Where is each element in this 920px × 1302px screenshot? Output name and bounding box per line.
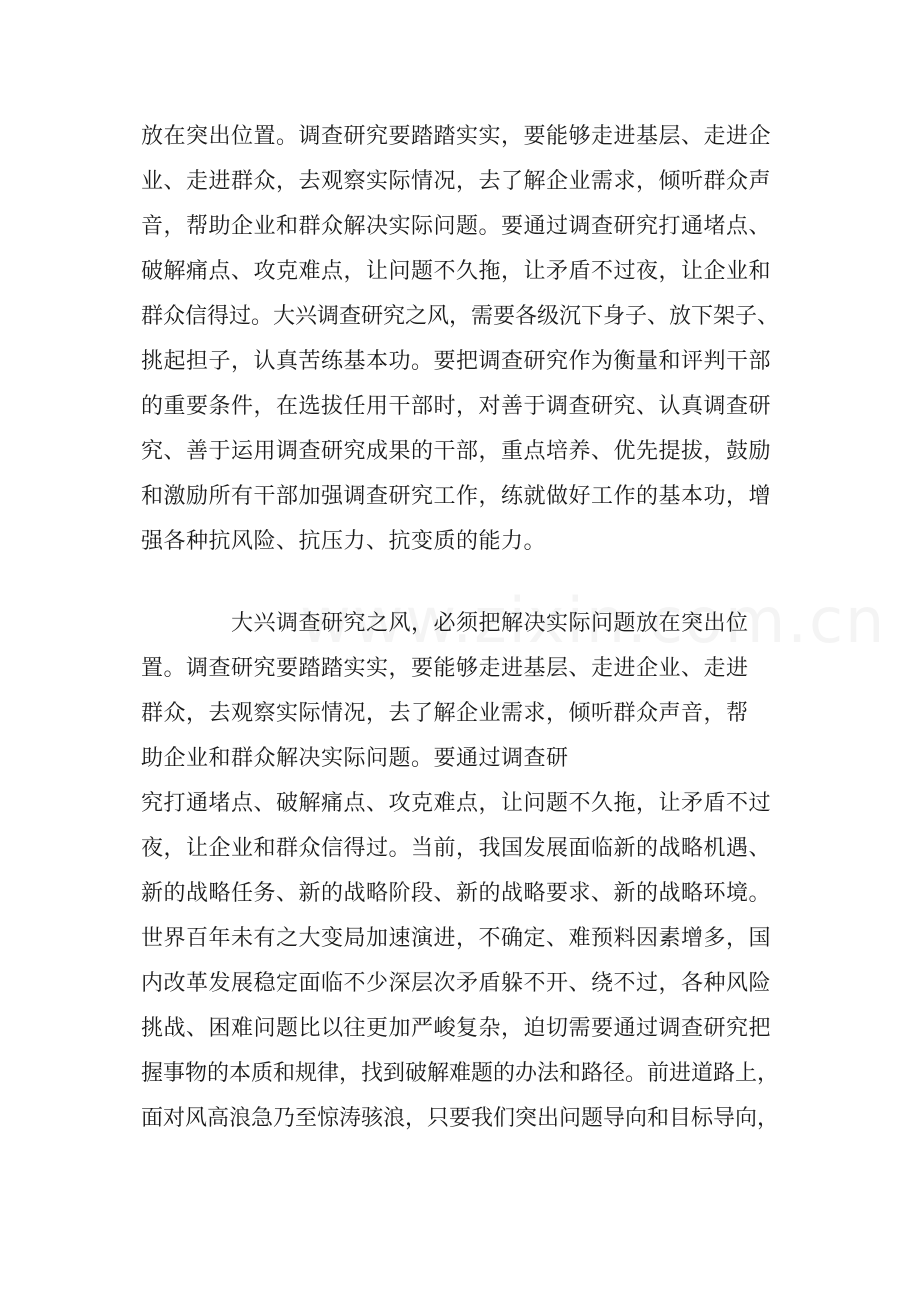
text-line: 新的战略任务、新的战略阶段、新的战略要求、新的战略环境。 — [141, 881, 772, 906]
text-line: 和激励所有干部加强调查研究工作，练就做好工作的基本功，增 — [141, 484, 772, 509]
text-line: 破解痛点、攻克难点，让问题不久拖，让矛盾不过夜，让企业和 — [141, 259, 772, 284]
text-line: 的重要条件，在选拔任用干部时，对善于调查研究、认真调查研 — [141, 394, 772, 419]
paragraph-first-line: 大兴调查研究之风，必须把解决实际问题放在突出位 — [231, 611, 749, 636]
text-line: 内改革发展稳定面临不少深层次矛盾躲不开、绕不过，各种风险 — [141, 971, 772, 996]
text-line: 握事物的本质和规律，找到破解难题的办法和路径。前进道路上， — [141, 1061, 780, 1086]
text-line: 助企业和群众解决实际问题。要通过调查研 — [141, 746, 569, 771]
text-line: 置。调查研究要踏踏实实，要能够走进基层、走进企业、走进 — [141, 656, 749, 681]
text-line: 挑起担子，认真苦练基本功。要把调查研究作为衡量和评判干部 — [141, 349, 772, 374]
text-line: 群众信得过。大兴调查研究之风，需要各级沉下身子、放下架子、 — [141, 304, 780, 329]
text-line: 强各种抗风险、抗压力、抗变质的能力。 — [141, 529, 547, 554]
text-line: 面对风高浪急乃至惊涛骇浪，只要我们突出问题导向和目标导向， — [141, 1106, 780, 1131]
text-line: 群众，去观察实际情况，去了解企业需求，倾听群众声音，帮 — [141, 701, 749, 726]
text-line: 究、善于运用调查研究成果的干部，重点培养、优先提拔，鼓励 — [141, 439, 772, 464]
text-line: 挑战、困难问题比以往更加严峻复杂，迫切需要通过调查研究把 — [141, 1016, 772, 1041]
text-line: 音，帮助企业和群众解决实际问题。要通过调查研究打通堵点、 — [141, 214, 772, 239]
text-line: 世界百年未有之大变局加速演进，不确定、难预料因素增多，国 — [141, 926, 772, 951]
text-line: 业、走进群众，去观察实际情况，去了解企业需求，倾听群众声 — [141, 169, 772, 194]
text-line: 放在突出位置。调查研究要踏踏实实，要能够走进基层、走进企 — [141, 124, 772, 149]
text-line: 究打通堵点、破解痛点、攻克难点，让问题不久拖，让矛盾不过 — [141, 791, 772, 816]
text-line: 夜，让企业和群众信得过。当前，我国发展面临新的战略机遇、 — [141, 836, 772, 861]
